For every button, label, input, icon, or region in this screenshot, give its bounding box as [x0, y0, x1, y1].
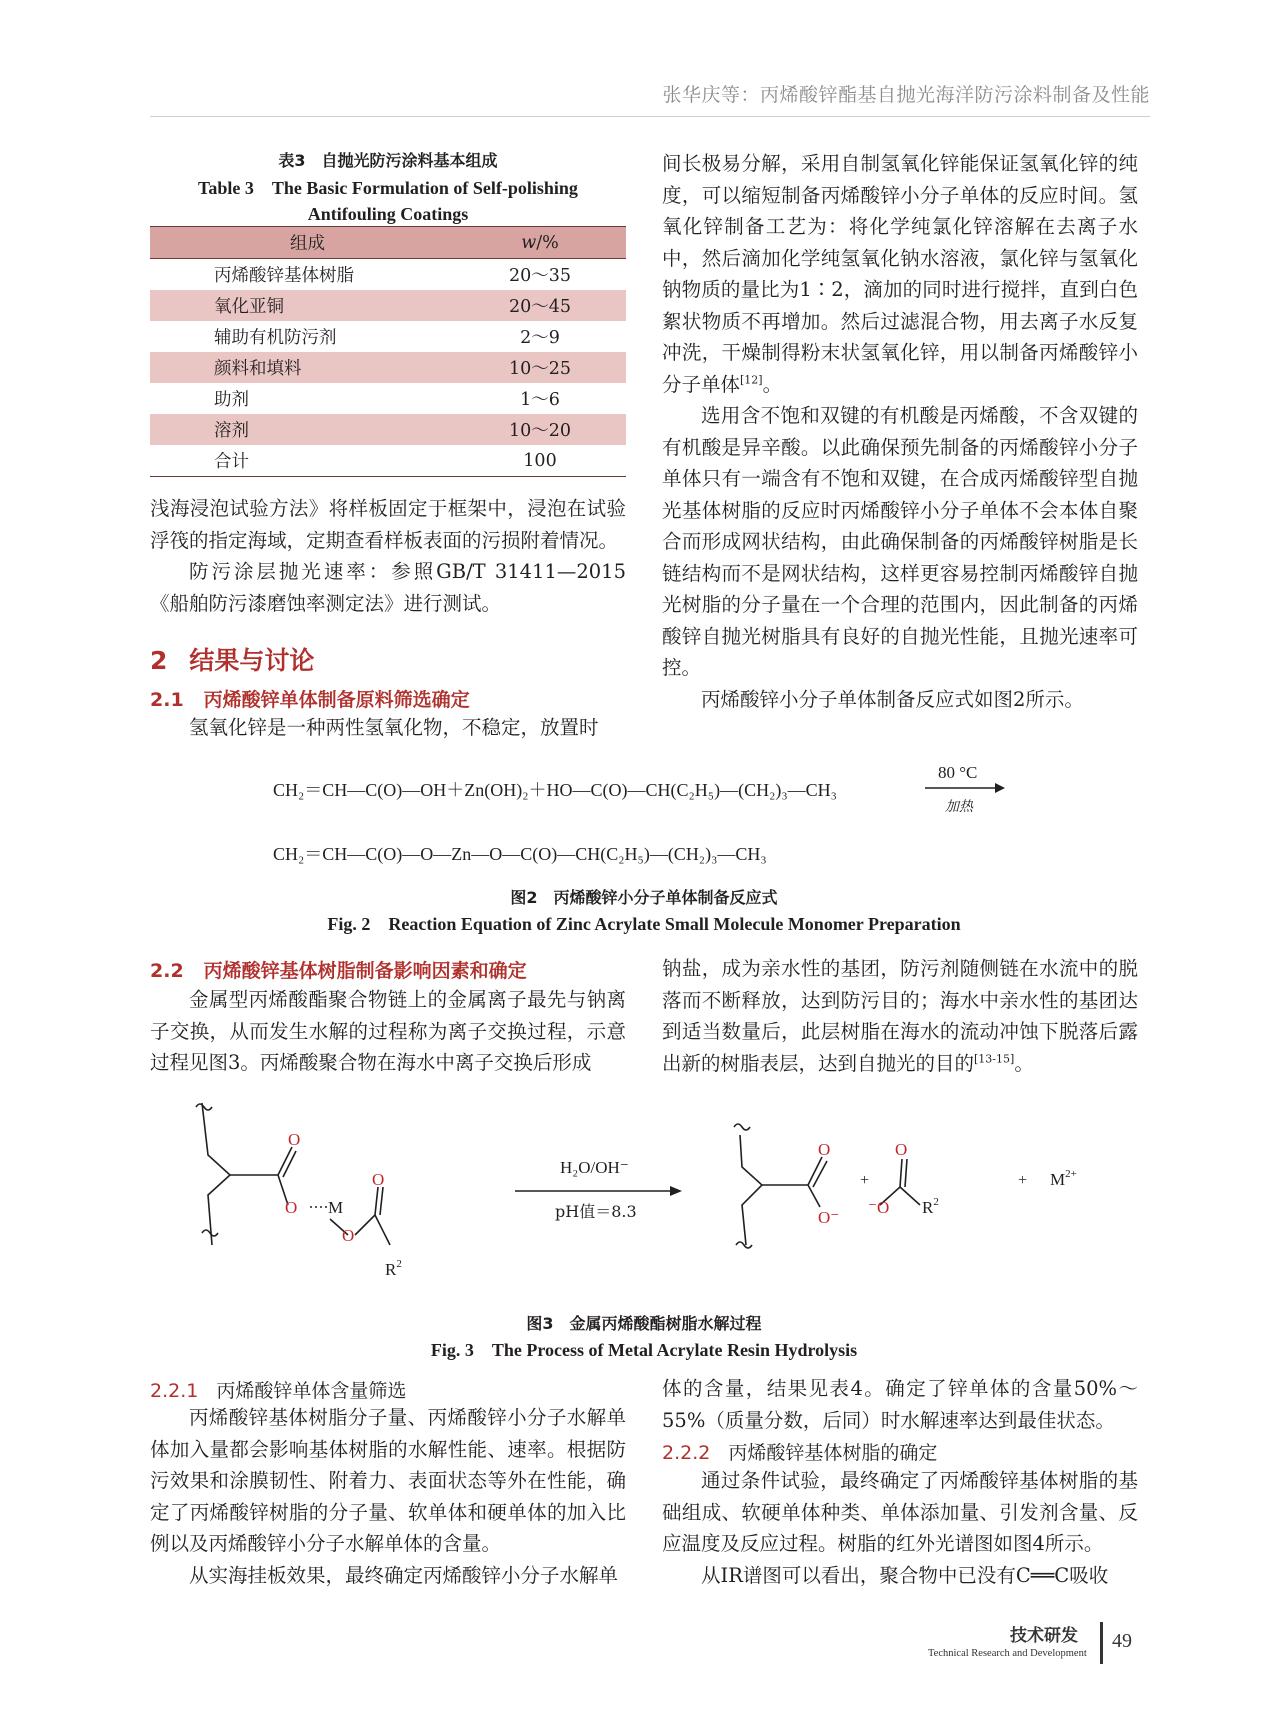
- section-2-heading: [150, 641, 626, 677]
- equation-reactants: CH₂＝CH—C(O)—OH＋Zn(OH)₂＋HO—C(O)—CH(C₂H₅)—(CH₂)₃—CH₃: [273, 780, 837, 800]
- section-2-2-1-heading: [150, 1376, 626, 1403]
- table-row: [150, 352, 626, 383]
- equation-product: CH₂＝CH—C(O)—O—Zn—O—C(O)—CH(C₂H₅)—(CH₂)₃—CH₃: [273, 844, 767, 864]
- paragraph-resin-determination: 通过条件试验，最终确定了丙烯酸锌基体树脂的基础组成、软硬单体种类、单体添加量、引发剂含量、反应温度及反应过程。树脂的红外光谱图如图4所示。: [662, 1469, 1138, 1555]
- r-group-superscript: 2: [396, 1258, 402, 1270]
- paragraph-sea-panel: 从实海挂板效果，最终确定丙烯酸锌小分子水解单: [189, 1563, 619, 1587]
- paragraph-monomer-content: 丙烯酸锌基体树脂分子量、丙烯酸锌小分子水解单体加入量都会影响基体树脂的水解性能、速率。根据防污效果和涂膜韧性、附着力、表面状态等外在性能，确定了丙烯酸锌树脂的分子量、软单体和硬单体的加入比例以及丙烯酸锌小分子水解单体的含量。: [150, 1406, 626, 1555]
- section-number: 2.1: [150, 689, 184, 711]
- sentence-end: 。: [1014, 1051, 1034, 1075]
- r-group: R: [385, 1260, 397, 1279]
- formulation-table: [150, 226, 626, 477]
- group-r2-left: [385, 1258, 402, 1279]
- left-top-text: [150, 493, 626, 619]
- right-top-text: [662, 148, 1138, 715]
- footer-section-cn: 技术研发: [1010, 1626, 1078, 1646]
- figure3-hydrolysis-scheme: [150, 1095, 1138, 1305]
- metal-ion-charge: 2+: [1065, 1168, 1077, 1180]
- paragraph-polishing-rate: 防污涂层抛光速率：参照GB/T 31411—2015《船舶防污漆磨蚀率测定法》进行测试。: [150, 560, 626, 615]
- table-cell-value: 1～6: [520, 390, 560, 410]
- paragraph-fig2-reference: 丙烯酸锌小分子单体制备反应式如图2所示。: [701, 687, 1084, 711]
- table-cell-component: 助剂: [214, 390, 249, 410]
- table3-caption-en: [150, 175, 626, 227]
- table-cell-component: 辅助有机防污剂: [214, 328, 337, 348]
- paragraph-zinc-hydroxide: 氢氧化锌是一种两性氢氧化物，不稳定，放置时: [189, 716, 599, 739]
- section-title: 丙烯酸锌单体含量筛选: [216, 1380, 407, 1402]
- atom-metal: M: [328, 1198, 344, 1217]
- paragraph-hydroxide-prep-text: 间长极易分解，采用自制氢氧化锌能保证氢氧化锌的纯度，可以缩短制备丙烯酸锌小分子单体的反应时间。氢氧化锌制备工艺为：将化学纯氯化锌溶解在去离子水中，然后滴加化学纯氢氧化钠水溶液，氯化锌与氢氧化钠物质的量比为1∶2，滴加的同时进行搅拌，直到白色絮状物质不再增加。然后过滤混合物，用去离子水反复冲洗，干燥制得粉末状氢氧化锌，用以制备丙烯酸锌小分子单体: [662, 152, 1138, 396]
- paragraph-sodium-salt: [662, 953, 1138, 1079]
- figure3-caption-en: Fig. 3 The Process of Metal Acrylate Resin Hydrolysis: [430, 1340, 858, 1360]
- section-title: 丙烯酸锌基体树脂制备影响因素和确定: [203, 960, 527, 982]
- header-rule: [150, 116, 1150, 117]
- page-number: 49: [1112, 1630, 1132, 1652]
- table-cell-value: 10～20: [454, 414, 626, 445]
- r-group-superscript: 2: [933, 1196, 939, 1208]
- table-cell-component: 丙烯酸锌基体树脂: [214, 266, 354, 286]
- citation-ref: [13-15]: [974, 1052, 1015, 1065]
- reaction-condition-temperature: 80 °C: [938, 763, 978, 782]
- paragraph-acid-selection: 选用含不饱和双键的有机酸是丙烯酸，不含双键的有机酸是异辛酸。以此确保预先制备的丙烯酸锌小分子单体只有一端含有不饱和双键，在合成丙烯酸锌型自抛光基体树脂的反应时丙烯酸锌小分子单体不会本体自聚合而形成网状结构，由此确保制备的丙烯酸锌树脂是长链结构而不是网状结构，这样更容易控制丙烯酸锌自抛光树脂的分子量在一个合理的范围内，因此制备的丙烯酸锌自抛光树脂具有良好的自抛光性能，且抛光速率可控。: [662, 404, 1138, 679]
- section-2-2-2-heading: [662, 1438, 1138, 1465]
- section-2-2-heading: [150, 956, 626, 983]
- figure3-caption-cn: 图3 金属丙烯酸酯树脂水解过程: [526, 1314, 762, 1333]
- table-row: [150, 445, 626, 477]
- table-cell-value: 10～25: [454, 352, 626, 383]
- atom-o-ester: O: [285, 1198, 298, 1217]
- plus-sign: +: [1018, 1172, 1028, 1189]
- section-2-2-2-text: [662, 1465, 1138, 1591]
- section-number: 2: [150, 646, 168, 675]
- polymer-backbone-left: [196, 1103, 390, 1245]
- table-cell-component: 溶剂: [150, 414, 454, 445]
- column-header-component: 组成: [150, 227, 454, 259]
- carboxylate-anion: O⁻: [818, 1208, 840, 1227]
- table-row: [150, 383, 626, 414]
- table-header-row: [150, 227, 626, 259]
- table-cell-value: 20～45: [454, 290, 626, 321]
- atom-o-carbonyl: O: [288, 1130, 301, 1149]
- paragraph-hydroxide-prep: [662, 148, 1138, 400]
- paragraph-test-method: 浅海浸泡试验方法》将样板固定于框架中，浸泡在试验浮筏的指定海域，定期查看样板表面的污损附着情况。: [150, 497, 626, 552]
- running-header: 张华庆等：丙烯酸锌酯基自抛光海洋防污涂料制备及性能: [662, 84, 1150, 106]
- table-cell-component: 氧化亚铜: [150, 290, 454, 321]
- column-header-mass-fraction: [454, 227, 626, 259]
- section-title: 丙烯酸锌单体制备原料筛选确定: [203, 689, 470, 711]
- reaction-condition-heat: 加热: [945, 799, 973, 815]
- section-title: 结果与讨论: [189, 646, 315, 675]
- table-cell-component: 颜料和填料: [150, 352, 454, 383]
- footer-divider: [1100, 1622, 1103, 1664]
- figure2-caption-en: Fig. 2 Reaction Equation of Zinc Acrylate Small Molecule Monomer Preparation: [327, 914, 961, 934]
- atom-o-carboxylate-double: O: [372, 1170, 385, 1189]
- reaction-arrow-icon: [925, 782, 1005, 794]
- table-row: [150, 414, 626, 445]
- hydrolysis-arrow-head-icon: [670, 1186, 682, 1196]
- atom-o-product: O: [818, 1140, 831, 1159]
- table-cell-component: 合计: [150, 445, 454, 477]
- ph-condition-label: pH值＝8.3: [555, 1202, 637, 1221]
- table3-caption-en-line2: Antifouling Coatings: [307, 204, 469, 224]
- metal-ion-symbol: M: [1050, 1170, 1066, 1189]
- table3-caption-en-line1: Table 3 The Basic Formulation of Self-polishing: [198, 178, 578, 198]
- w-unit: /%: [536, 232, 559, 253]
- table-row: [150, 290, 626, 321]
- citation-ref: [12]: [740, 373, 763, 386]
- table-row: [150, 321, 626, 352]
- section-2-2-1-text: [150, 1402, 626, 1591]
- paragraph-ir-spectrum: 从IR谱图可以看出，聚合物中已没有C══C吸收: [701, 1563, 1109, 1587]
- table-cell-value: 20～35: [508, 266, 572, 286]
- section-number: 2.2.1: [150, 1380, 199, 1402]
- paragraph-sodium-salt-text: 钠盐，成为亲水性的基团，防污剂随侧链在水流中的脱落而不断释放，达到防污目的；海水中亲水性的基团达到适当数量后，此层树脂在海水的流动冲蚀下脱落后露出新的树脂表层，达到自抛光的目的: [662, 957, 1138, 1075]
- table-cell-value: 100: [454, 445, 626, 477]
- table-cell-value: 2～9: [520, 328, 560, 348]
- paragraph-ion-exchange: 金属型丙烯酸酯聚合物链上的金属离子最先与钠离子交换，从而发生水解的过程称为离子交换过程，示意过程见图3。丙烯酸聚合物在海水中离子交换后形成: [150, 988, 626, 1074]
- section-number: 2.2.2: [662, 1442, 711, 1464]
- paragraph-optimal-content: 体的含量，结果见表4。确定了锌单体的含量50%～55%（质量分数，后同）时水解速率达到最佳状态。: [662, 1377, 1138, 1432]
- section-2-1-heading: [150, 685, 626, 712]
- plus-sign: +: [860, 1172, 870, 1189]
- atom-o-acid: O: [895, 1140, 908, 1159]
- table-row: [150, 259, 626, 291]
- w-symbol: w: [521, 232, 537, 253]
- acid-anion: ⁻O: [868, 1198, 890, 1217]
- footer-section-en: Technical Research and Development: [928, 1648, 1087, 1659]
- r-group: R: [922, 1198, 934, 1217]
- section-number: 2.2: [150, 960, 184, 982]
- reagent-label: H₂O/OH⁻: [560, 1158, 629, 1177]
- table3-caption-cn: 表3 自抛光防污涂料基本组成: [278, 151, 498, 170]
- metal-ion: [1050, 1168, 1077, 1189]
- sentence-end: 。: [762, 372, 783, 396]
- atom-o-carboxylate: O: [342, 1226, 355, 1245]
- group-r2-right: [922, 1196, 939, 1217]
- figure2-caption-cn: 图2 丙烯酸锌小分子单体制备反应式: [510, 888, 778, 907]
- section-title: 丙烯酸锌基体树脂的确定: [728, 1442, 938, 1464]
